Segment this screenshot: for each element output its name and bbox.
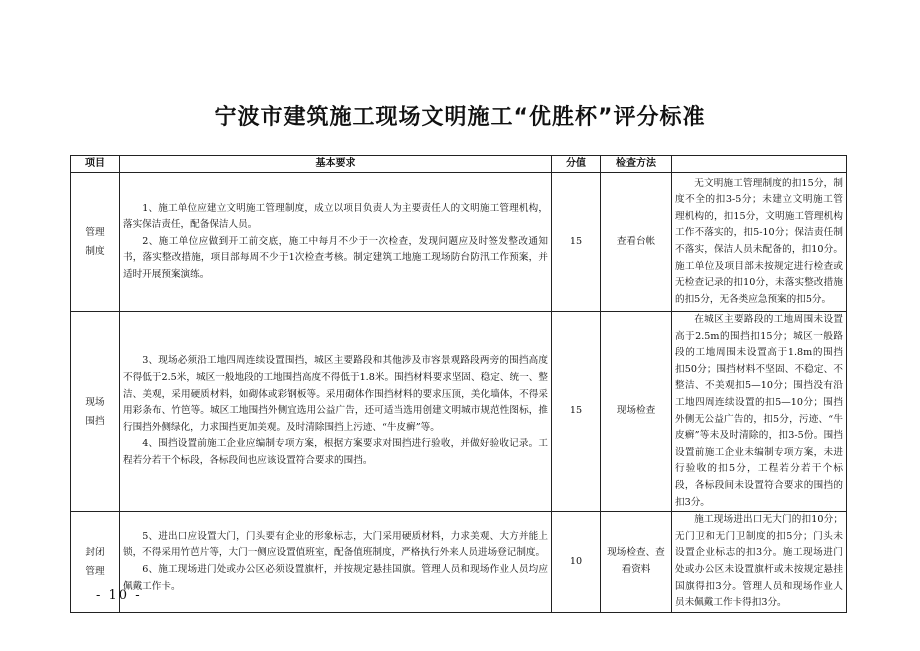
row-item-line: 围挡 (85, 415, 105, 427)
row-deduction (672, 512, 847, 613)
row-requirements (120, 512, 552, 613)
row-item-line: 现场 (85, 396, 105, 408)
header-score: 分值 (552, 156, 601, 173)
table-row (71, 173, 847, 312)
page-number: - 10 - (96, 588, 142, 603)
header-item: 项目 (71, 156, 120, 173)
row-item (71, 312, 120, 512)
row-requirements (120, 173, 552, 312)
deduction-text: 无文明施工管理制度的扣15分，制度不全的扣3-5分；未建立文明施工管理机构的，扣15分，文明施工管理机构工作不落实的，扣5-10分；保洁责任制不落实，保洁人员未配备的，扣10分。施工单位及项目部未按规定进行检查或无检查记录的扣10分，未落实整改措施的扣5分，无各类应急预案的扣5分。 (675, 177, 843, 305)
row-method: 查看台帐 (601, 173, 672, 312)
requirement-paragraph: 2、施工单位应做到开工前交底，施工中每月不少于一次检查，发现问题应及时签发整改通知书，落实整改措施，项目部每周不少于1次检查考核。制定建筑工地施工现场防台防汛工作预案，并适时开展预案演练。 (123, 235, 548, 280)
row-requirements (120, 312, 552, 512)
row-item (71, 173, 120, 312)
page-title: 宁波市建筑施工现场文明施工“优胜杯”评分标准 (214, 105, 706, 130)
scoring-table (70, 155, 847, 613)
header-deduction (672, 156, 847, 173)
requirement-paragraph: 6、施工现场进门处或办公区必须设置旗杆，并按规定悬挂国旗。管理人员和现场作业人员均应佩戴工作卡。 (123, 563, 548, 592)
row-score: 15 (552, 173, 601, 312)
table-header-row (71, 156, 847, 173)
header-method: 检查方法 (601, 156, 672, 173)
row-score: 10 (552, 512, 601, 613)
row-item-line: 管理 (85, 227, 105, 238)
row-item-line: 管理 (85, 565, 105, 577)
row-item-line: 制度 (85, 246, 105, 257)
table-row (71, 512, 847, 613)
row-score: 15 (552, 312, 601, 512)
header-requirements: 基本要求 (120, 156, 552, 173)
requirement-paragraph: 4、围挡设置前施工企业应编制专项方案，根据方案要求对围挡进行验收，并做好验收记录。工程若分若干个标段，各标段间也应该设置符合要求的围挡。 (123, 438, 548, 467)
row-method: 现场检查、查看资料 (601, 512, 672, 613)
deduction-text: 施工现场进出口无大门的扣10分；无门卫和无门卫制度的扣5分；门头未设置企业标志的扣3分。施工现场进门处或办公区未设置旗杆或未按规定悬挂国旗得扣3分。管理人员和现场作业人员未佩戴工作卡得扣3分。 (675, 514, 843, 609)
requirement-paragraph: 1、施工单位应建立文明施工管理制度，成立以项目负责人为主要责任人的文明施工管理机构，落实保洁责任，配备保洁人员。 (123, 202, 548, 231)
row-deduction (672, 173, 847, 312)
requirement-paragraph: 3、现场必须沿工地四周连续设置围挡，城区主要路段和其他涉及市容景观路段两旁的围挡高度不得低于2.5米，城区一般地段的工地围挡高度不得低于1.8米。围挡材料要求坚固、稳定、统一、整洁、美观，采用硬质材料，如砌体或彩钢板等。采用砌体作围挡材料的要求压顶，美化墙体，不得采用彩条布、竹笆等。城区工地围挡外侧宜选用公益广告，还可适当选用创建文明城市规范性图标，推行围挡外侧绿化，力求围挡更加美观。及时清除围挡上污迹、“牛皮癣”等。 (123, 355, 548, 433)
row-item-line: 封闭 (85, 546, 105, 558)
table-row (71, 312, 847, 512)
row-method: 现场检查 (601, 312, 672, 512)
row-deduction (672, 312, 847, 512)
deduction-text: 在城区主要路段的工地周围未设置高于2.5m的围挡扣15分；城区一般路段的工地周围未设置高于1.8m的围挡扣50分；围挡材料不坚固、不稳定、不整洁、不美观扣5—10分；围挡没有沿工地四周连续设置的扣5—10分；围挡外侧无公益广告的，扣5分，污迹、“牛皮癣”等未及时清除的，扣3-5份。围挡设置前施工企业未编制专项方案，未进行验收的扣5分，工程若分若干个标段，各标段间未设置符合要求的围挡的扣3分。 (675, 314, 843, 508)
requirement-paragraph: 5、进出口应设置大门，门头要有企业的形象标志，大门采用硬质材料，力求美观、大方并能上锁，不得采用竹芭片等，大门一侧应设置值班室，配备值班制度，严格执行外来人员进场登记制度。 (123, 530, 548, 559)
